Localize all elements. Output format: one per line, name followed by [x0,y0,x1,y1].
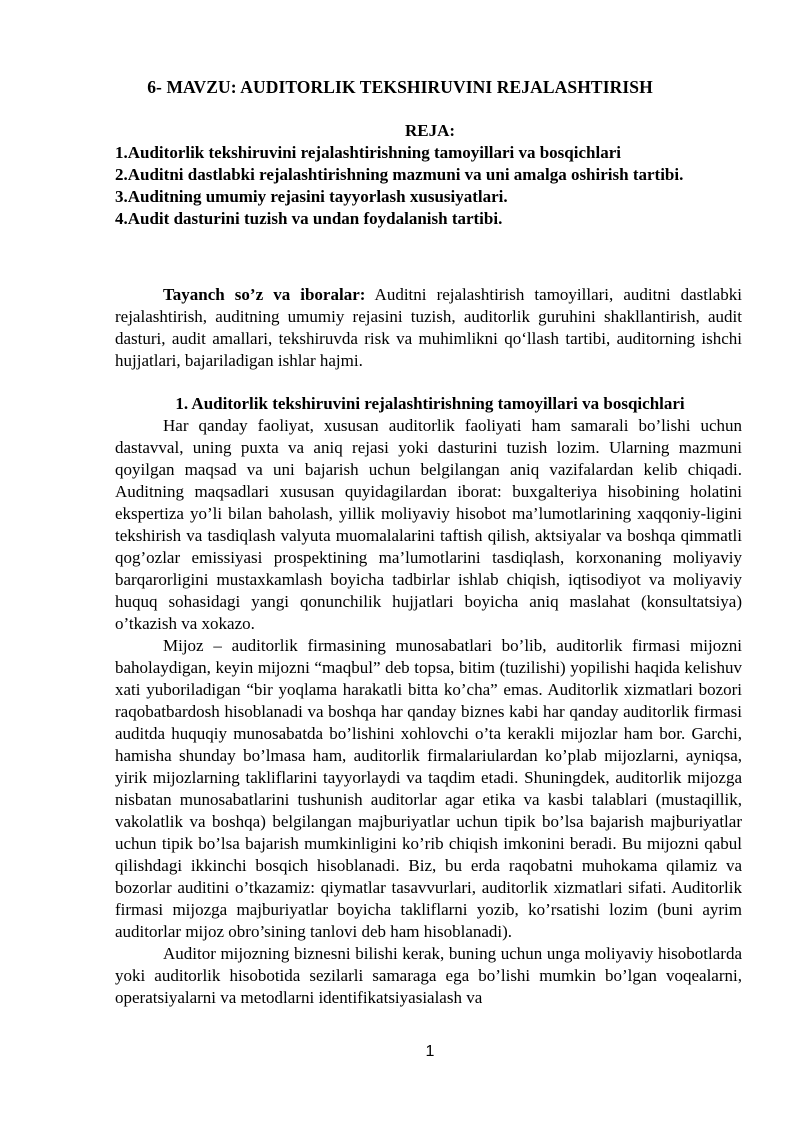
section-heading: 1. Auditorlik tekshiruvini rejalashtirishning tamoyillari va bosqichlari [175,394,685,413]
plan-list [115,142,775,230]
keywords-block [115,284,742,372]
body-paragraph: Har qanday faoliyat, xususan auditorlik faoliyati ham samarali bo’lishi uchun dastavval, uning puxta va aniq rejasi yoki dasturini tuzish lozim. Ularning mazmuni qoyilgan maqsad va uni bajarish uchun belgilangan aniq vazifalardan kelib chiqadi. Auditning maqsadlari xususan quyidagilardan iborat: buxgalteriya hisobining holatini ekspertiza yo’li bilan baholash, yillik moliyaviy hisobot ma’lumotlarining xaqqoniy-ligini tekshirish va tasdiqlash valyuta muomalalarini taftish qilish, aktsiyalar va boshqa qimmatli qog’ozlar emissiyasi prospektining ma’lumotlarini tasdiqlash, korxonaning moliyaviy barqarorligini mustaxkamlash boyicha tadbirlar ishlab chiqish, iqtisodiyot va moliyaviy huquq sohasidagi yangi qonunchilik hujjatlari boyicha aniq maslahat (konsultatsiya) o’tkazish va xokazo. [115,416,742,633]
body-paragraph: Mijoz – auditorlik firmasining munosabatlari bo’lib, auditorlik firmasi mijozni baholaydigan, keyin mijozni “maqbul” deb topsa, bitim (tuzilishi) yopilishi haqida kelishuv xati yuboriladigan “bir yoqlama harakatli bitta ko’cha” emas. Auditorlik xizmatlari bozori raqobatbardosh hisoblanadi va boshqa har qanday biznes kabi har qanday auditorlik firmasi auditda huquqiy munosabatda bo’lishini xohlovchi o’ta kerakli mijozlar ham bor. Garchi, hamisha shunday bo’lmasa ham, auditorlik firmalariulardan ko’plab mijozlarni, ayniqsa, yirik mijozlarning takliflarini tayyorlaydi va taqdim etadi. Shuningdek, auditorlik mijozga nisbatan munosabatlarini tushunish auditorlar agar etika va kasbi talablari (mustaqillik, vakolatlik va boshqa) belgilangan majburiyatlar uchun tipik bo’lsa bajarish majburiyatlar uchun tipik bo’lsa bajarish mumkinligini ko’rib chiqish imkonini beradi. Bu mijozni qabul qilishdagi ikkinchi bosqich hisoblanadi. Biz, bu erda raqobatni muhokama qilamiz va bozorlar auditini o’tkazamiz: qiymatlar tasavvurlari, auditorlik xizmatlari sifati. Auditorlik firmasi mijozga majburiyatlar boyicha takliflarni yozib, ko’rsatishi lozim (buni ayrim auditorlar mijoz obro’sining tanlovi deb ham hisoblanadi). [115,636,742,941]
page-number: 1 [425,1043,435,1060]
plan-item: 2.Auditni dastlabki rejalashtirishning mazmuni va uni amalga oshirish tartibi. [115,165,684,184]
plan-label: REJA: [404,121,456,140]
keywords-paragraph [115,284,742,372]
keywords-label: Tayanch so’z va iboralar: [163,285,366,304]
topic-title: 6- MAVZU: AUDITORLIK TEKSHIRUVINI REJALASHTIRISH [147,77,653,97]
plan-item: 4.Audit dasturini tuzish va undan foydalanish tartibi. [115,209,503,228]
body-paragraph: Auditor mijozning biznesni bilishi kerak, buning uchun unga moliyaviy hisobotlarda yoki auditorlik hisobotida sezilarli samaraga ega bo’lishi mumkin bo’lgan voqealarni, operatsiyalarni va metodlarni identifikatsiyasialash va [115,944,742,1007]
keywords-text: Auditni rejalashtirish tamoyillari, auditni dastlabki rejalashtirish, auditning umumiy rejasini tuzish, auditorlik guruhini shakllantirish, audit dasturi, audit amallari, tekshiruvda risk va muhimlikni qo‘llash tartibi, auditorning ishchi hujjatlari, bajariladigan ishlar hajmi. [115,285,742,370]
plan-item: 3.Auditning umumiy rejasini tayyorlash xususiyatlari. [115,187,508,206]
section-body [115,415,742,1009]
plan-item: 1.Auditorlik tekshiruvini rejalashtirishning tamoyillari va bosqichlari [115,143,621,162]
